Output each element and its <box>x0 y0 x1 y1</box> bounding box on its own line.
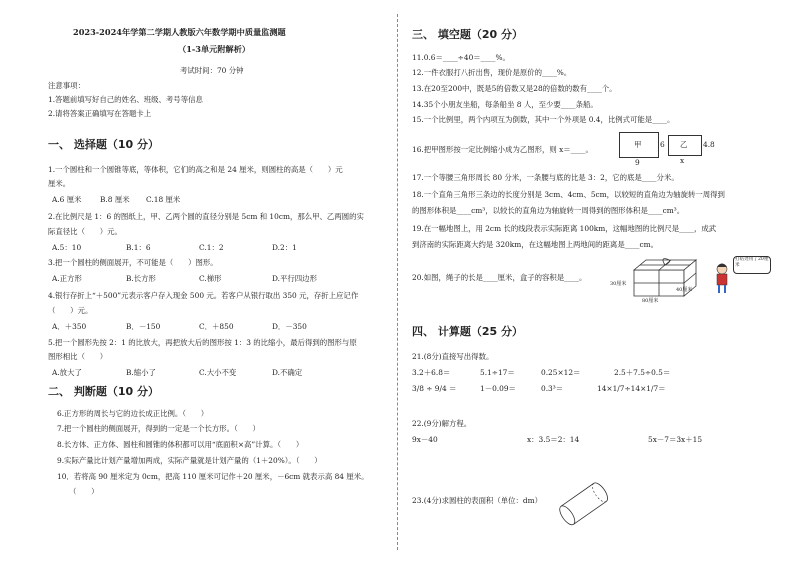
option-a: A.5：10 <box>52 243 82 252</box>
option-b: B.缩小了 <box>126 368 156 377</box>
notes-item: 2.请将答案正确填写在答题卡上 <box>48 109 152 118</box>
question-13: 13.在20至200中，既是5的倍数又是28的倍数的数有____个。 <box>412 84 617 93</box>
question-20: 20.如图，绳子的长是____厘米，盒子的容积是____。 <box>412 273 587 282</box>
question-5: 5.把一个圆形先按 2：1 的比放大，再把放大后的图形按 1：3 的比缩小，最后得到的图形与原 <box>48 338 357 347</box>
option-a: A.放大了 <box>52 368 82 377</box>
exam-time: 考试时间：70 分钟 <box>180 66 244 75</box>
page-title: 2023-2024年学第二学期人教版六年数学期中质量监测题 <box>73 27 286 37</box>
option-d: D.2：1 <box>272 243 297 252</box>
child-icon <box>712 262 732 294</box>
question-18-cont: 的图形体积是____cm³，以较长的直角边为轴旋转一周得到的图形体积是____cm³。 <box>412 206 685 215</box>
dim-80: 80厘米 <box>642 298 659 304</box>
option-d: D.平行四边形 <box>272 274 317 283</box>
question-3: 3.把一个圆柱的侧面展开，不可能是（ ）图形。 <box>48 258 218 267</box>
question-14: 14.35个小朋友坐船，每条船坐 8 人，至少要____条船。 <box>412 100 598 109</box>
option-c: C.梯形 <box>199 274 222 283</box>
option-c: C.1：2 <box>199 243 224 252</box>
notes-item: 1.答题前填写好自己的姓名、班级、考号等信息 <box>48 95 203 104</box>
label-side-6: 6 <box>660 140 665 149</box>
option-b: B.8 厘米 <box>100 195 130 204</box>
option-b: B.1：6 <box>126 243 151 252</box>
question-7: 7.把一个圆柱的侧面展开，得到的一定是一个长方形。（ ） <box>57 424 260 433</box>
option-b: B.长方形 <box>126 274 156 283</box>
question-6: 6.正方形的周长与它的边长成正比例。（ ） <box>57 409 209 418</box>
dim-30: 30厘米 <box>610 281 627 287</box>
question-23: 23.(4分)求圆柱的表面积（单位：dm） <box>412 496 543 505</box>
label-jia: 甲 <box>634 140 642 149</box>
calc-item: 14×1/7÷14×1/7＝ <box>597 384 666 393</box>
label-side-48: 4.8 <box>703 140 715 149</box>
question-11: 11.0.6＝____÷40＝____%。 <box>412 53 510 62</box>
question-4-cont: （ ）元。 <box>48 306 93 315</box>
label-side-9: 9 <box>635 158 640 167</box>
question-8: 8.长方体、正方体、圆柱和圆锥的体积都可以用“底面积×高”计算。（ ） <box>57 440 304 449</box>
question-16: 16.把甲图形按一定比例缩小成为乙图形，则 x＝____。 <box>412 145 593 154</box>
option-c: C．＋850 <box>199 322 234 331</box>
section-title-choice: 一、 选择题（10 分） <box>48 138 159 151</box>
equation: x：3.5＝2：14 <box>527 435 580 444</box>
option-a: A．＋350 <box>52 322 87 331</box>
question-9: 9.实际产量比计划产量增加两成，实际产量就是计划产量的（1＋20%）。（ ） <box>57 456 322 465</box>
section-title-calc: 四、 计算题（25 分） <box>412 325 523 338</box>
option-a: A.正方形 <box>52 274 82 283</box>
equation: 9x－40 <box>412 435 438 444</box>
calc-item: 0.25×12＝ <box>541 368 581 377</box>
question-19: 19.在一幅地图上，用 2cm 长的线段表示实际距离 100km，这幅地图的比例尺是____，成武 <box>412 224 717 233</box>
tied-box-figure <box>626 256 706 306</box>
option-b: B．－150 <box>126 322 161 331</box>
option-a: A.6 厘米 <box>52 195 82 204</box>
question-12: 12.一件衣服打八折出售，现价是原价的____%。 <box>412 68 572 77</box>
page-subtitle: （1-3单元附解析） <box>178 44 251 54</box>
option-d: D．－350 <box>272 322 307 331</box>
option-c: C.大小不变 <box>199 368 237 377</box>
column-divider <box>397 14 398 550</box>
option-c: C.18 厘米 <box>146 195 181 204</box>
question-10: 10．若将高 90 厘米定为 0cm，把高 110 厘米可记作＋20 厘米，－6cm 就表示高 84 厘米。 <box>57 472 369 481</box>
option-d: D.不确定 <box>272 368 303 377</box>
cylinder-figure <box>552 480 612 530</box>
question-1: 1.一个圆柱和一个圆锥等底，等体积，它们的高之和是 24 厘米，则圆柱的高是（ ）元 <box>48 165 343 174</box>
question-10-cont: （ ） <box>69 487 99 496</box>
label-yi: 乙 <box>680 140 688 149</box>
question-17: 17.一个等腰三角形周长 80 分米，一条腰与底的比是 3：2，它的底是____分米。 <box>412 173 679 182</box>
label-side-x: x <box>680 156 685 165</box>
question-2: 2.在比例尺是 1：6 的图纸上，甲、乙两个圆的直径分别是 5cm 和 10cm，那么甲、乙两圆的实 <box>48 212 364 221</box>
calc-item: 3.2＋6.8＝ <box>412 368 451 377</box>
calc-item: 5.1÷17＝ <box>480 368 515 377</box>
question-1-cont: 厘米。 <box>48 179 71 188</box>
section-title-fill: 三、 填空题（20 分） <box>412 28 523 41</box>
calc-item: 1－0.09＝ <box>480 384 516 393</box>
question-22: 22.(9分)解方程。 <box>412 419 472 428</box>
calc-item: 0.3³＝ <box>541 384 564 393</box>
question-4: 4.银行存折上“＋500”元表示客户存入现金 500 元。若客户从银行取出 350 元，存折上应记作 <box>48 291 359 300</box>
question-15: 15.一个比例里，两个内项互为倒数，其中一个外项是 0.4，比例式可能是____。 <box>412 115 675 124</box>
question-18: 18.一个直角三角形三条边的长度分别是 3cm、4cm、5cm，以较短的直角边为轴旋转一周得到 <box>412 190 725 199</box>
notes-label: 注意事项： <box>48 81 85 90</box>
section-title-judge: 二、 判断题（10 分） <box>48 385 159 398</box>
question-5-cont: 图形相比（ ） <box>48 352 108 361</box>
equation: 5x－7＝3x＋15 <box>648 435 703 444</box>
question-21: 21.(8分)直接写出得数。 <box>412 352 494 361</box>
dim-40: 40厘米 <box>676 287 693 293</box>
speech-bubble-text: 打结处用了20厘米 <box>735 257 769 268</box>
calc-item: 2.5＋7.5÷0.5＝ <box>614 368 671 377</box>
calc-item: 3/8 ÷ 9/4 ＝ <box>412 384 457 393</box>
question-19-cont: 到济南的实际距离大约是 320km，在这幅地图上两地间的距离是____cm。 <box>412 240 659 249</box>
question-2-cont: 际直径比（ ）元。 <box>48 227 122 236</box>
